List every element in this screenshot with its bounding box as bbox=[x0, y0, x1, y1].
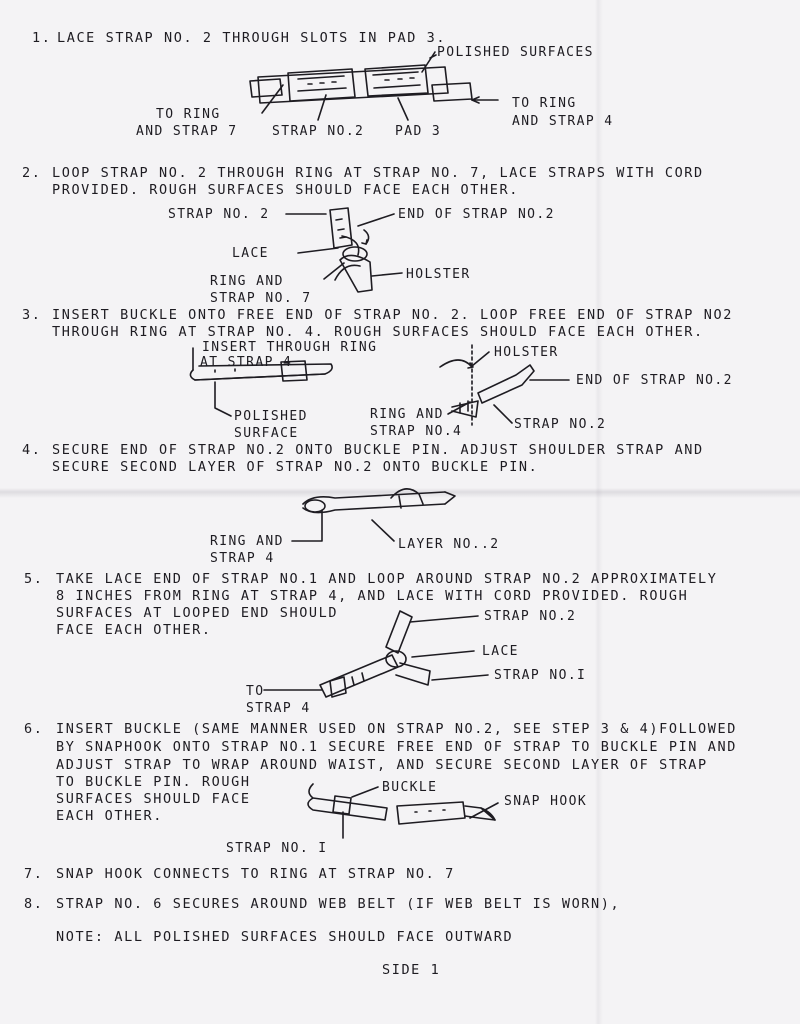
step-6-line-5: SURFACES SHOULD FACE bbox=[56, 791, 251, 807]
label-strap-4: STRAP 4 bbox=[210, 551, 275, 566]
step-4-line-2: SECURE SECOND LAYER OF STRAP NO.2 ONTO BUCKLE PIN. bbox=[52, 459, 539, 475]
label-to: TO bbox=[246, 684, 265, 699]
label-holster: HOLSTER bbox=[494, 345, 559, 360]
label-pad-3: PAD 3 bbox=[395, 124, 442, 139]
label-end-of-strap-no2: END OF STRAP NO.2 bbox=[398, 207, 555, 222]
step-3-line-2: THROUGH RING AT STRAP NO. 4. ROUGH SURFACES SHOULD FACE EACH OTHER. bbox=[52, 324, 704, 340]
label-strap-no1: STRAP NO. I bbox=[226, 841, 328, 856]
label-buckle: BUCKLE bbox=[382, 780, 438, 795]
label-snap-hook: SNAP HOOK bbox=[504, 794, 588, 809]
step-1-text: LACE STRAP NO. 2 THROUGH SLOTS IN PAD 3. bbox=[57, 30, 447, 46]
label-lace: LACE bbox=[482, 644, 519, 659]
step-1-number: 1. bbox=[32, 30, 52, 46]
step-6-number: 6. bbox=[24, 721, 44, 737]
step-5-number: 5. bbox=[24, 571, 44, 587]
note-text: NOTE: ALL POLISHED SURFACES SHOULD FACE OUTWARD bbox=[56, 929, 514, 945]
step-7-number: 7. bbox=[24, 866, 44, 882]
label-strap-no2: STRAP NO.2 bbox=[484, 609, 577, 624]
step-4-line-1: SECURE END OF STRAP NO.2 ONTO BUCKLE PIN. ADJUST SHOULDER STRAP AND bbox=[52, 442, 704, 458]
step-8-text: STRAP NO. 6 SECURES AROUND WEB BELT (IF WEB BELT IS WORN), bbox=[56, 896, 621, 912]
step-6-line-3: ADJUST STRAP TO WRAP AROUND WAIST, AND SECURE SECOND LAYER OF STRAP bbox=[56, 757, 708, 773]
label-polished: POLISHED bbox=[234, 409, 308, 424]
step-6-line-6: EACH OTHER. bbox=[56, 808, 164, 824]
label-strap-4: STRAP 4 bbox=[246, 701, 311, 716]
label-strap-no7: STRAP NO. 7 bbox=[210, 291, 312, 306]
label-strap-no2: STRAP NO. 2 bbox=[168, 207, 270, 222]
step-6-line-1: INSERT BUCKLE (SAME MANNER USED ON STRAP NO.2, SEE STEP 3 & 4)FOLLOWED bbox=[56, 721, 737, 737]
step-5-line-2: 8 INCHES FROM RING AT STRAP 4, AND LACE WITH CORD PROVIDED. ROUGH bbox=[56, 588, 689, 604]
step-8-number: 8. bbox=[24, 896, 44, 912]
step-5-line-3: SURFACES AT LOOPED END SHOULD bbox=[56, 605, 339, 621]
label-polished-surfaces: POLISHED SURFACES bbox=[437, 45, 594, 60]
step-5-line-4: FACE EACH OTHER. bbox=[56, 622, 212, 638]
step-6-line-4: TO BUCKLE PIN. ROUGH bbox=[56, 774, 251, 790]
step-2-line-1: LOOP STRAP NO. 2 THROUGH RING AT STRAP NO. 7, LACE STRAPS WITH CORD bbox=[52, 165, 704, 181]
step-2-line-2: PROVIDED. ROUGH SURFACES SHOULD FACE EACH OTHER. bbox=[52, 182, 519, 198]
step-3-line-1: INSERT BUCKLE ONTO FREE END OF STRAP NO. 2. LOOP FREE END OF STRAP NO2 bbox=[52, 307, 733, 323]
label-layer-no2: LAYER NO..2 bbox=[398, 537, 500, 552]
label-to-ring-4-b: AND STRAP 4 bbox=[512, 114, 614, 129]
label-strap-no2: STRAP NO.2 bbox=[514, 417, 607, 432]
label-holster: HOLSTER bbox=[406, 267, 471, 282]
label-strap-no1: STRAP NO.I bbox=[494, 668, 587, 683]
label-at-strap-4: AT STRAP 4 bbox=[200, 355, 293, 370]
step-4-number: 4. bbox=[22, 442, 42, 458]
label-to-ring-7-a: TO RING bbox=[156, 107, 221, 122]
label-to-ring-7-b: AND STRAP 7 bbox=[136, 124, 238, 139]
step-2-number: 2. bbox=[22, 165, 42, 181]
label-strap-no2: STRAP NO.2 bbox=[272, 124, 365, 139]
label-ring-and: RING AND bbox=[210, 534, 284, 549]
step-6-line-2: BY SNAPHOOK ONTO STRAP NO.1 SECURE FREE END OF STRAP TO BUCKLE PIN AND bbox=[56, 739, 737, 755]
label-lace: LACE bbox=[232, 246, 269, 261]
label-ring-and: RING AND bbox=[370, 407, 444, 422]
step-5-line-1: TAKE LACE END OF STRAP NO.1 AND LOOP AROUND STRAP NO.2 APPROXIMATELY bbox=[56, 571, 718, 587]
label-strap-no4: STRAP NO.4 bbox=[370, 424, 463, 439]
label-ring-and: RING AND bbox=[210, 274, 284, 289]
page-footer: SIDE 1 bbox=[382, 962, 441, 978]
label-to-ring-4-a: TO RING bbox=[512, 96, 577, 111]
step-3-number: 3. bbox=[22, 307, 42, 323]
label-insert-through-ring: INSERT THROUGH RING bbox=[202, 340, 378, 355]
label-surface: SURFACE bbox=[234, 426, 299, 441]
label-end-of-strap-no2: END OF STRAP NO.2 bbox=[576, 373, 733, 388]
step-7-text: SNAP HOOK CONNECTS TO RING AT STRAP NO. 7 bbox=[56, 866, 455, 882]
